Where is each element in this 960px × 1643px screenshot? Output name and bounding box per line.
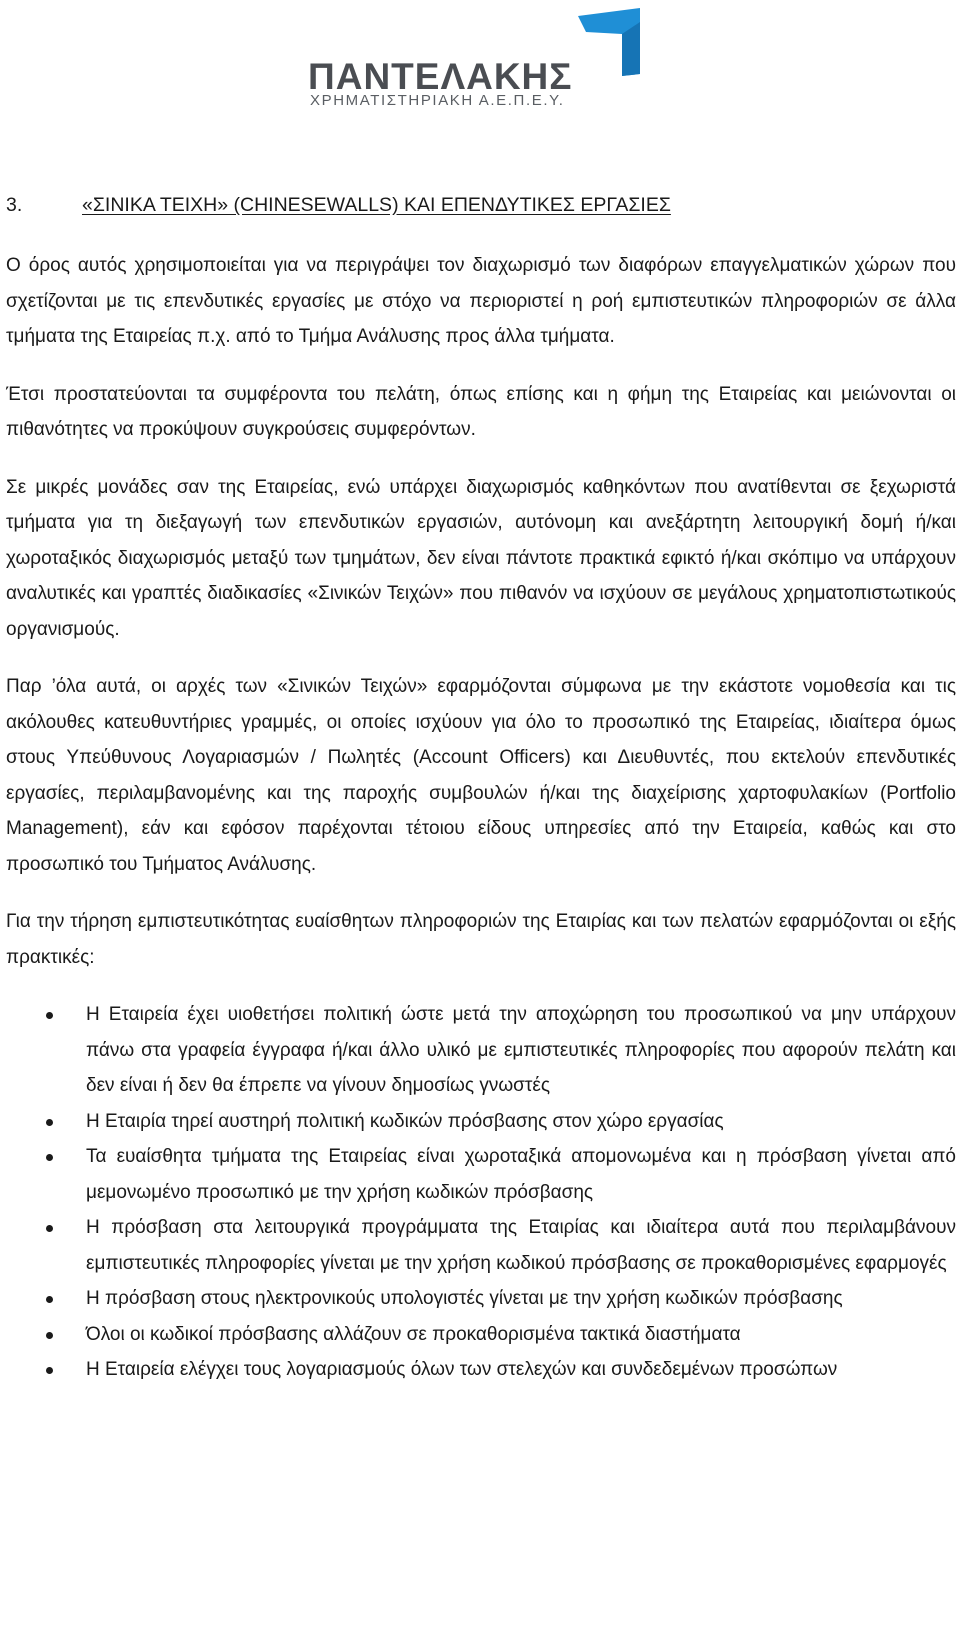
paragraph: Παρ ’όλα αυτά, οι αρχές των «Σινικών Τειχών» εφαρμόζονται σύμφωνα με την εκάστοτε νομοθεσία και τις ακόλουθες κατευθυντήριες γραμμές, οι οποίες ισχύουν για όλο το προσωπικό της Εταιρείας, ιδιαίτερα όμως στους Υπεύθυνους Λογαριασμών / Πωλητές (Account Officers) και Διευθυντές, που εκτελούν επενδυτικές εργασίες, περιλαμβανομένης και της παροχής συμβουλών ή/και της διαχείρισης χαρτοφυλακίων (Portfolio Management), εάν και εφόσον παρέχονται τέτοιου είδους υπηρεσίες από την Εταιρεία, καθώς και στο προσωπικό του Τμήματος Ανάλυσης. [6,676,956,875]
list-item [6,1352,956,1388]
list-item-text: Όλοι οι κωδικοί πρόσβασης αλλάζουν σε προκαθορισμένα τακτικά διαστήματα [86,1323,741,1345]
list-item [6,1281,956,1317]
logo-mark-icon [578,8,640,76]
list-item-text: Η Εταιρία τηρεί αυστηρή πολιτική κωδικών πρόσβασης στον χώρο εργασίας [86,1110,724,1132]
list-item [6,1317,956,1353]
list-item-text: Η πρόσβαση στα λειτουργικά προγράμματα της Εταιρίας και ιδιαίτερα αυτά που περιλαμβάνουν εμπιστευτικές πληροφορίες γίνεται με την χρήση κωδικού πρόσβασης σε προκαθορισμένες εφαρμογές [86,1217,956,1274]
section-number: 3. [6,194,23,216]
logo-subtitle: ΧΡΗΜΑΤΙΣΤΗΡΙΑΚΗ Α.Ε.Π.Ε.Υ. [310,92,565,109]
paragraph: Ο όρος αυτός χρησιμοποιείται για να περιγράψει τον διαχωρισμό των διαφόρων επαγγελματικών χώρων που σχετίζονται με τις επενδυτικές εργασίες με στόχο να περιοριστεί η ροή εμπιστευτικών πληροφοριών σε άλλα τμήματα της Εταιρείας π.χ. από το Τμήμα Ανάλυσης προς άλλα τμήματα. [6,255,956,347]
logo-name: ΠΑΝΤΕΛΑΚΗΣ [308,56,573,97]
section-heading [6,188,956,224]
paragraph: Για την τήρηση εμπιστευτικότητας ευαίσθητων πληροφοριών της Εταιρίας και των πελατών εφαρμόζονται οι εξής πρακτικές: [6,911,956,968]
paragraph: Έτσι προστατεύονται τα συμφέροντα του πελάτη, όπως επίσης και η φήμη της Εταιρείας και μειώνονται οι πιθανότητες να προκύψουν συγκρούσεις συμφερόντων. [6,383,956,440]
list-item [6,1210,956,1281]
list-item [6,1104,956,1140]
document-body [6,188,956,1388]
list-item-text: Τα ευαίσθητα τμήματα της Εταιρείας είναι χωροταξικά απομονωμένα και η πρόσβαση γίνεται από μεμονωμένο προσωπικό με την χρήση κωδικών πρόσβασης [86,1146,956,1203]
list-item [6,1139,956,1210]
bullet-icon [46,1367,53,1374]
list-item-text: Η πρόσβαση στους ηλεκτρονικούς υπολογιστές γίνεται με την χρήση κωδικών πρόσβασης [86,1288,843,1309]
bullet-icon [46,1332,53,1339]
bullet-icon [46,1119,53,1126]
bullet-icon [46,1225,53,1232]
list-item-text: Η Εταιρεία έχει υιοθετήσει πολιτική ώστε μετά την αποχώρηση του προσωπικού να μην υπάρχουν πάνω στα γραφεία έγγραφα ή/και άλλο υλικό με εμπιστευτικές πληροφορίες που αφορούν πελάτη και δεν είναι ή δεν θα έπρεπε να γίνουν δημοσίως γνωστές [86,1004,956,1096]
practices-list [6,997,956,1388]
bullet-icon [46,1296,53,1303]
bullet-icon [46,1012,53,1019]
section-title: «ΣΙΝΙΚΑ ΤΕΙΧΗ» (CHINESEWALLS) ΚΑΙ ΕΠΕΝΔΥΤΙΚΕΣ ΕΡΓΑΣΙΕΣ [82,194,671,216]
company-logo [308,8,648,108]
list-item [6,997,956,1104]
paragraph: Σε μικρές μονάδες σαν της Εταιρείας, ενώ υπάρχει διαχωρισμός καθηκόντων που ανατίθενται σε ξεχωριστά τμήματα για τη διεξαγωγή των επενδυτικών εργασιών, αυτόνομη και ανεξάρτητη λειτουργική δομή ή/και χωροταξικός διαχωρισμός μεταξύ των τμημάτων, δεν είναι πάντοτε πρακτικά εφικτό ή/και σκόπιμο να υπάρχουν αναλυτικές και γραπτές διαδικασίες «Σινικών Τειχών» που πιθανόν να ισχύουν σε μεγάλους χρηματοπιστωτικούς οργανισμούς. [6,476,956,640]
bullet-icon [46,1154,53,1161]
list-item-text: Η Εταιρεία ελέγχει τους λογαριασμούς όλων των στελεχών και συνδεδεμένων προσώπων [86,1359,838,1380]
